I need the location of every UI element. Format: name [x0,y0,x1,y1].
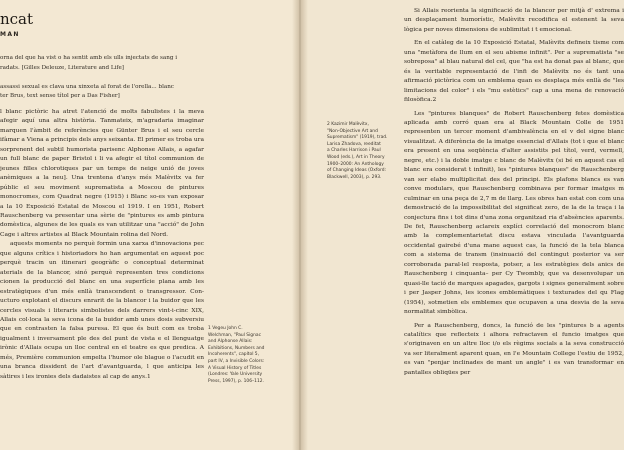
left-page [0,0,299,450]
footnote-2: 2 Kazimir Malèvitx, "Non-Objective Art and Suprematism" (1919), trad. Larisa Zhadova, reeditat a Charles Harrison i Paul Wood (eds.), Art in Theory 1900–2000: An Anthology of Changing Ideas (Oxford: Blackwell, 2003), p. 293. [327,122,388,180]
right-paragraph: En el catàleg de la 10 Exposició Estatal, Malèvitx defineix tisme com una "metàfora de llum en el seu abisme infinit". Per a suprematista "se sobreposa" al blau natural del cel, que "ha est ha donat pas al blanc, que és la veritable representació de l'infi de Malèvitx no és tant una afirmació pictòrica com un emblema quan es desplaça més enllà de "les limitacions del color" i els "mu estètics" cap a una mena de renovació filosòfica.2 [404,40,624,104]
footnote-1: 1 Vegeu John C. Welchman, "Paul Signac and Alphonse Allais: Exhibitions, Numbers and Incoherents", capítol 5, part IV, a Invisible Colors: A Visual History of Titles (Londres: Yale University Press, 1997), p. 106–112. [208,326,265,384]
right-page [301,0,624,450]
left-paragraph: l blanc pictòric ha atret l'atenció de molts fabulistes i la meva afegir aquí una altra història. Tanmateix, m'agradaria imaginar marquen l'àmbit de referències que Günter Brus i el seu cercle ifàmar a Viena a principis dels anys seixanta. El primer es troba ura sorprenent del subtil humorista parisenc Alphonse Allais, a agafar un full blanc de paper Bristol i li va afegir el títol communion de jeunes filles chlorotiques par un temps de neige unió de joves anèmiques a la neu]. Una trentena d'anys més Malèvitx va fer públic el seu moviment suprematista a Moscou de pintures monocromes, com Quadrat negre (1915) i Blanc so-es van exposar a la 10 Exposició Estatal de Moscou el 1919. I en 1951, Robert Rauschenberg va presentar una sèrie de "pintures es amb pintura domèstica, algunes de les quals es van utilitzar una "acció" de John Cage i altres artistes al Black Mountain rolina del Nord. [0,109,204,238]
chapter-author: MAN [0,31,20,38]
left-paragraph: aquests moments no perquè formin una xarxa d'innovacions pec que alguns crítics i historiadors ho han argumentat en aquest poc perquè tracin un itinerari geogràfic o conceptual determinat aterials de la blancor, sinó perquè representen tres condicions cionen la producció del blanc en una superfície plana amb les estratègiques d'un més enllà transcendent o transgressor. Con-ucturo explotant el discurs enrarit de la blancor i la buidor que les cercles visuals i literaris simbolistes dels darrers vint-i-cinc XIX, Allais col·loca la seva icona de la buidor amb unes dosis subversiu que en contrasten la falsa puresa. El que és buit com es troba igualment i inversament ple des del punt de vista e el llenguatge irònic d'Allais ocupa un lloc central en el teatre es que predica. A més, Première communion empelta l'humor ole blague o l'acudit en una branca dissident de l'art d'avantguarda, l que anticipa les sàtires i les ironies dels dadaistes al cap de anys.1 [0,241,204,380]
right-body-text [404,7,624,378]
book-gutter [292,0,308,450]
chapter-title: ncat [0,10,34,28]
right-paragraph: Les "pintures blanques" de Robert Rauschenberg fetes domèstica aplicada amb corró quan era al Black Mountain Colle de 1951 representen un tercer moment d'ambivalència en el v del signe blanc visualitzat. A diferència de la imatge essencial d'Allais (tot i que el blanc era present en una seqüència d'alter assistits pel títol, verd, vermell, negre, etc.) i la doble imatge c blanc de Malèvitx (si bé en aquest cas el blanc era considerat t infinit), les "pintures blanques" de Rauschenberg van ser elabo multiplicitat des del principi. Els plafons blancs es van conve modulars, que Rauschenberg combinava per formar imatges m culminar en una peça de 2,7 m de llarg. Les obres han estat con com una demostració de la impossibilitat del significat zero, de la de la traça i la conjectura fins i tot dins d'una zona organitzad ria d'absències aparents. De fet, Rauschenberg aclareix explíci correlació del monocrom blanc amb la complementarietat discu estava vinculada l'avantguarda occidental gairebé d'una mane aquest cas, la funció de la tela blanca com a sistema de transm (insinuació del contingut posterior va ser corroborada paral·lel resposta, potser, a les estratègies dels anics de Rauschenberg i cinquanta– per Cy Twombly, que va desenvolupar un quasi-lle tació de marques apagades, gargots i signes generalment sobre i per Jasper Johns, les icones emblemàtiques i texturades del qu Flag (1954), sotmetien els emblemes que ocupaven a una desvia de la seva normalitat simbòlica. [404,110,624,316]
epigraph: orna del que ha vist o ha sentit amb els ulls injectats de sang i radats. [Gilles Deleuze, Literature and Life] assassi sexual es clava una xinxeta al forat de l'orella... blanc ter Brus, text sense títol per a Das Fisher] [0,55,178,99]
left-body-text [0,108,204,382]
right-paragraph: Per a Rauschenberg, doncs, la funció de les "pintures b a agents catalítics que reflecteix i alhora refractaven el funcio imatges que s'originaven en un altre lloc i/o els règims socials a la seva construcció va ser literalment aparent quan, en l'e Mountain College l'estiu de 1952, es van "penjar inclinades de mant un angle" i es van transformar en pantalles obliqües per [404,322,624,376]
right-paragraph: Si Allais reorienta la significació de la blancor per mitjà d' extrema i un desplaçament humorístic, Malèvitx recodifica el estenent la seva lògica per noves dimensions de sublimitat i t emocional. [404,8,624,33]
